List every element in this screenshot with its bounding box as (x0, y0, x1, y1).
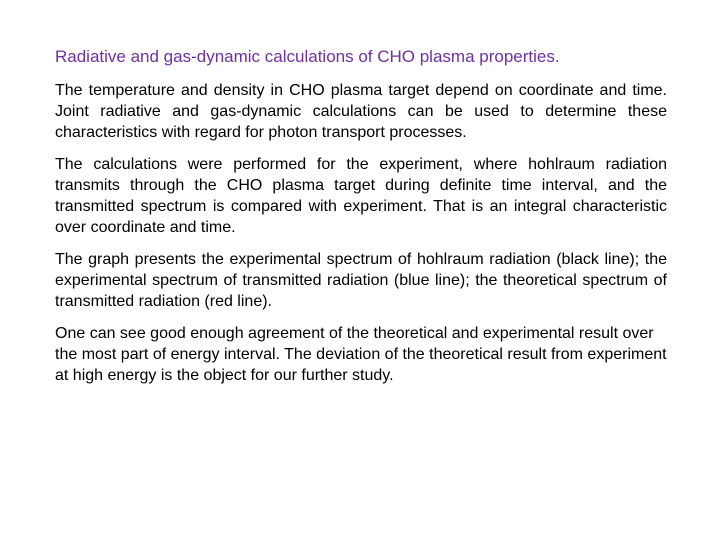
slide-content (55, 46, 667, 397)
paragraph-calculations-experiment: The calculations were performed for the experiment, where hohlraum radiation transmits through the CHO plasma target during definite time interval, and the transmitted spectrum is compared with experiment. That is an integral characteristic over coordinate and time. (55, 156, 667, 236)
paragraph-agreement: One can see good enough agreement of the theoretical and experimental result over the most part of energy interval. The deviation of the theoretical result from experiment at high energy is the object for our further study. (55, 325, 667, 384)
slide-title: Radiative and gas-dynamic calculations of CHO plasma properties. (55, 47, 560, 66)
paragraph-graph-description: The graph presents the experimental spectrum of hohlraum radiation (black line); the experimental spectrum of transmitted radiation (blue line); the theoretical spectrum of transmitted radiation (red line). (55, 251, 667, 310)
paragraph-temperature-density: The temperature and density in CHO plasma target depend on coordinate and time. Joint radiative and gas-dynamic calculations can be used to determine these characteristics with regard for photon transport processes. (55, 82, 667, 141)
